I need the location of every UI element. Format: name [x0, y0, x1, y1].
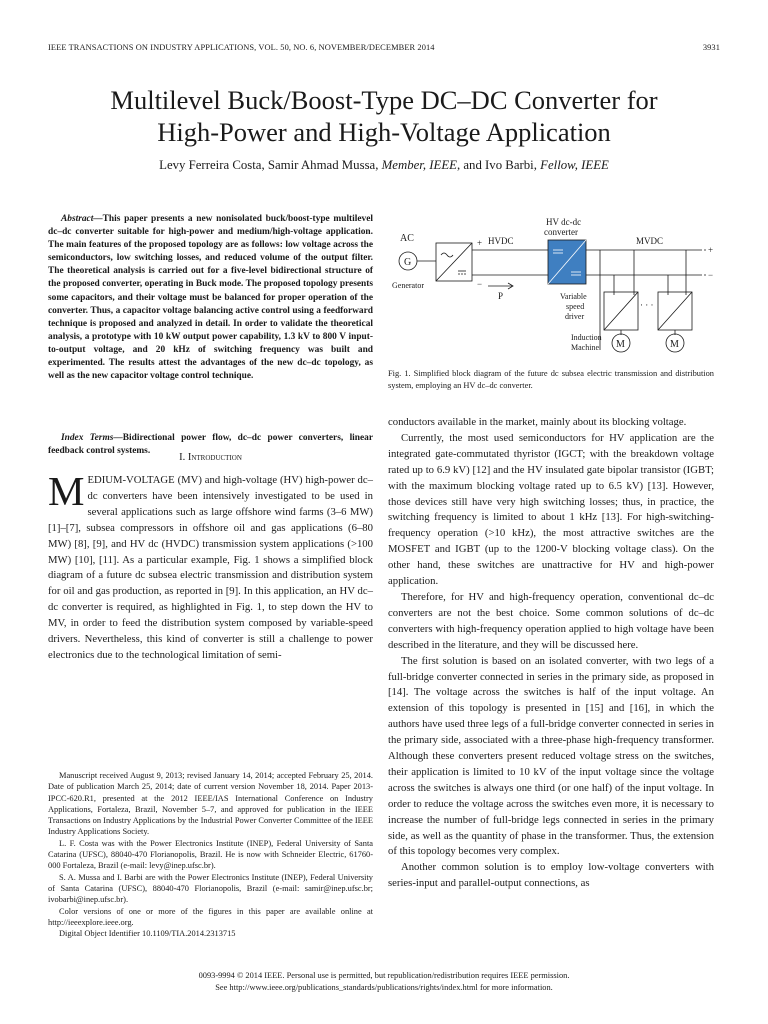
- footnote-color: Color versions of one or more of the figures in this paper are available online at http://ieeexplore.ieee.org.: [48, 906, 373, 927]
- paper-title: [30, 84, 738, 148]
- author-role-1: Member, IEEE: [381, 158, 457, 172]
- copyright-notice: [0, 970, 768, 993]
- intro-text: (MV) and high-voltage (HV) high-power dc–dc converters have been intensively investigated to be used in several applications such as large offshore wind farms (3–6 MW) [1]–[7], subsea compressors in offshore oil and gas applications (6–80 MW) [8], [9], and HV dc (HVDC) transmission system applications (>100 MW) [10], [11]. As a particular example, Fig. 1 shows a simplified block diagram of a future dc subsea electric transmission and distribution system for oil and gas production, as reported in [9]. In this application, an HV dc–dc converter is required, as highlighted in Fig. 1, to step down the HV to MV, in order to feed the distribution system composed by variable-speed drivers. Nevertheless, this kind of converter is still a challenge to power electronics due to the technological limitation of semi-: [48, 474, 373, 661]
- label-generator: Generator: [392, 281, 424, 290]
- footnote-doi: Digital Object Identifier 10.1109/TIA.2014.2313715: [59, 929, 236, 939]
- label-m-2: M: [670, 339, 679, 350]
- label-p: P: [498, 291, 504, 301]
- label-hvdc: HVDC: [488, 236, 514, 246]
- label-minus-right: −: [708, 270, 714, 280]
- author-list: [30, 158, 738, 173]
- figure-caption: Fig. 1. Simplified block diagram of the future dc subsea electric transmission and distribution system, employing an HV dc–dc converter.: [388, 369, 714, 390]
- copyright-line-1: 0093-9994 © 2014 IEEE. Personal use is permitted, but republication/redistribution requires IEEE permission.: [198, 971, 570, 980]
- label-g: G: [404, 257, 412, 268]
- label-mvdc: MVDC: [636, 236, 664, 246]
- label-hv-dcdc-1: HV dc-dc: [546, 217, 582, 227]
- authors-part-1: Levy Ferreira Costa, Samir Ahmad Mussa,: [159, 158, 382, 172]
- section-heading: [48, 452, 373, 463]
- journal-name: IEEE TRANSACTIONS ON INDUSTRY APPLICATIONS, VOL. 50, NO. 6, NOVEMBER/DECEMBER 2014: [48, 43, 435, 52]
- paragraph-conventional: Therefore, for HV and high-frequency operation, conventional dc–dc converters are not the best choice. Some common solutions of dc–dc converters with high-frequency operation applied to high voltage have been described in the literature, and they will be discussed here.: [388, 590, 714, 651]
- label-m-1: M: [616, 339, 625, 350]
- label-induction-1: Induction: [571, 333, 602, 342]
- footnote-manuscript: Manuscript received August 9, 2013; revised January 14, 2014; accepted February 25, 2014. Date of publication March 25, 2014; date of current version November 18, 2014. Paper 2013-IPCC-620.R1, presented at the 2012 IEEE/IAS International Conference on Industry Applications, Fortaleza, Brazil, November 5–7, and approved for publication in the IEEE Transactions on Industry Applications by the Industrial Power Converter Committee of the IEEE Industry Applications Society.: [48, 771, 373, 837]
- label-induction-2: Machine: [571, 343, 599, 352]
- abstract: [48, 213, 373, 383]
- section-number: I.: [179, 452, 188, 463]
- title-line-1: Multilevel Buck/Boost-Type DC–DC Converter for: [110, 85, 658, 115]
- intro-first-word: EDIUM-VOLTAGE: [87, 474, 175, 486]
- index-terms-label: Index Terms—: [61, 433, 123, 443]
- authors-part-2: , and Ivo Barbi,: [456, 158, 541, 172]
- paragraph-semiconductors: Currently, the most used semiconductors for HV application are the integrated gate-commutated thyristor (IGCT; with the breakdown voltage rated up to 6.9 kV) [12] and the HV insulated gate bipolar transistor (IGBT; with the maximum blocking voltage rated up to 6.5 kV) [13]. However, those devices still have very high switching losses; thus, in practice, the switching frequency is limited to about 1 kHz [13]. For high-switching-frequency operation (>10 kHz), the most attractive switches are the MOSFET and IGBT (up to the 1200-V blocking voltage class). On the other hand, these switches are unattractive for HV and high-power application.: [388, 431, 714, 588]
- intro-paragraph: [48, 468, 373, 664]
- right-column-body: [388, 415, 714, 892]
- paragraph-first-solution: The first solution is based on an isolated converter, with two legs of a full-bridge converter connected in series in the primary side, as proposed in [14]. The voltage across the switches is half of the input voltage. An extension of this topology is presented in [15] and [16], in which the authors have used three legs of a full-bridge converter connected in series in the primary side, associated with a three-phase high-frequency transformer. Although these converters present reduced voltage stress on the switches, their application is limited to 10 kV of the input voltage since the voltage across the switches is always one third (or one half) of the input voltage. In order to reduce the voltage across the switches even more, it is necessary to increase the number of full-bridge legs connected in series in the primary side, as well as the quantity of phase in the transformer. Thus, the extension of this topology becomes very complex.: [388, 654, 714, 858]
- paragraph-another-solution: Another common solution is to employ low-voltage converters with series-input and parallel-output connections, as: [388, 861, 714, 890]
- running-header: [48, 43, 720, 52]
- label-ac: AC: [400, 233, 414, 244]
- label-plus-left: +: [477, 238, 483, 248]
- label-dots: · · ·: [640, 300, 654, 310]
- figure-1-diagram: [388, 215, 718, 360]
- label-vsd-1: Variable: [560, 292, 587, 301]
- index-terms-text: Bidirectional power flow, dc–dc power converters, linear feedback control systems.: [48, 433, 374, 457]
- footnote-mussa-barbi: S. A. Mussa and I. Barbi are with the Power Electronics Institute (INEP), Federal University of Santa Catarina (UFSC), 88040-470 Florianopolis, Brazil (e-mail: samir@inep.ufsc.br; ivobarbi@inep.ufsc.br).: [48, 872, 373, 905]
- abstract-label: Abstract—: [61, 214, 103, 224]
- footnote-costa: L. F. Costa was with the Power Electronics Institute (INEP), Federal University of Santa Catarina (UFSC), 88040-470 Florianopolis, Brazil. He is now with Schneider Electric, 61760-000 Fortaleza, Brazil (e-mail: levy@inep.ufsc.br).: [48, 838, 373, 871]
- label-vsd-2: speed: [566, 302, 585, 311]
- section-title: Introduction: [187, 452, 242, 463]
- drop-cap: M: [48, 468, 85, 514]
- footnotes: [48, 770, 373, 939]
- label-hv-dcdc-2: converter: [544, 227, 578, 237]
- author-role-2: Fellow, IEEE: [540, 158, 609, 172]
- abstract-text: This paper presents a new nonisolated buck/boost-type multilevel dc–dc converter suitable for high-power and medium/high-voltage application. The main features of the proposed topology are as follows: low voltage across the semiconductors, low switching losses, and reduced volume of the output filter. The theoretical analysis is carried out for a five-level bidirectional structure of the proposed converter, operating in Buck mode. The proposed topology presents some capacitors, and their voltage must be balanced for proper operation of the converter. Thus, a capacitor voltage balancing active control using a feedforward technique is proposed and analyzed in detail. In order to validate the theoretical analysis, a prototype with 10 kW output power capability, 1.3 kV to 800 V input-to-output voltage, and 20 kHz of switching frequency was built and experimented. The results attest the advantages of the new dc–dc topology, as well as the new capacitor voltage control technique.: [48, 214, 373, 382]
- copyright-line-2: See http://www.ieee.org/publications_standards/publications/rights/index.html for more information.: [215, 982, 553, 992]
- label-plus-right: +: [708, 245, 714, 255]
- paragraph-continuation: conductors available in the market, mainly about its blocking voltage.: [388, 416, 687, 428]
- label-vsd-3: driver: [565, 312, 585, 321]
- label-minus-left: −: [477, 279, 483, 289]
- title-line-2: High-Power and High-Voltage Application: [157, 117, 611, 147]
- page-number: 3931: [702, 43, 720, 52]
